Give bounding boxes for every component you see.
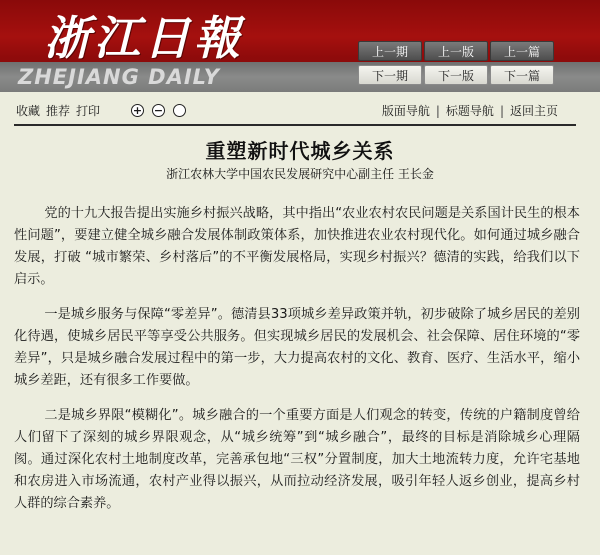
toolbar-actions [16, 100, 100, 122]
prev-article-button[interactable]: 上一篇 [490, 41, 554, 61]
paragraph: 一是城乡服务与保障“零差异”。德清县33项城乡差异政策并轨，初步破除了城乡居民的差别化待遇，使城乡居民平等享受公共服务。但实现城乡居民的发展机会、社会保障、居住环境的“零差异”，只是城乡融合发展过程中的第一步，大力提高农村的文化、教育、医疗、生活水平，缩小城乡差距，还有很多工作要做。 [14, 307, 581, 388]
article-body [14, 203, 580, 528]
toolbar-divider [14, 124, 576, 126]
prev-issue-button[interactable]: 上一期 [358, 41, 422, 61]
issue-navigation [358, 41, 554, 85]
masthead-english: ZHEJIANG DAILY [18, 65, 220, 89]
home-link[interactable]: 返回主页 [509, 104, 558, 118]
next-issue-button[interactable]: 下一期 [358, 65, 422, 85]
print-link[interactable]: 打印 [76, 104, 101, 118]
article-toolbar [16, 100, 584, 122]
next-article-button[interactable]: 下一篇 [490, 65, 554, 85]
prev-page-button[interactable]: 上一版 [424, 41, 488, 61]
zoom-reset-icon[interactable] [173, 104, 186, 117]
recommend-link[interactable]: 推荐 [46, 104, 71, 118]
zoom-in-icon[interactable]: + [132, 104, 143, 117]
article-title: 重塑新时代城乡关系 [205, 139, 395, 163]
next-page-button[interactable]: 下一版 [424, 65, 488, 85]
favorite-link[interactable]: 收藏 [16, 104, 41, 118]
divider: | [499, 104, 504, 118]
toolbar-nav [376, 100, 564, 122]
paragraph: 党的十九大报告提出实施乡村振兴战略，其中指出“农业农村农民问题是关系国计民生的根本性问题”，要建立健全城乡融合发展体制政策体系，加快推进农业农村现代化。如何通过城乡融合发展，打破 “城市繁荣、乡村落后”的不平衡发展格局，实现乡村振兴？德清的实践，给我们以下启示。 [14, 206, 580, 287]
zoom-controls [131, 104, 186, 117]
masthead-logo: 浙江日報 [44, 11, 244, 65]
title-nav-link[interactable]: 标题导航 [445, 104, 494, 118]
paragraph: 二是城乡界限“模糊化”。城乡融合的一个重要方面是人们观念的转变，传统的户籍制度曾给人们留下了深刻的城乡界限观念，从“城乡统筹”到“城乡融合”，最终的目标是消除城乡心理隔阂。通过深化农村土地制度改革，完善承包地“三权”分置制度，加大土地流转力度，允许宅基地和农房进入市场流通，农村产业得以振兴，从而拉动经济发展，吸引年轻人返乡创业，提高乡村人群的综合素养。 [14, 408, 580, 511]
page-nav-link[interactable]: 版面导航 [381, 104, 430, 118]
article-author: 浙江农林大学中国农民发展研究中心副主任 王长金 [166, 167, 434, 181]
header-banner [0, 0, 600, 92]
divider: | [435, 104, 440, 118]
zoom-out-icon[interactable]: − [153, 104, 164, 117]
